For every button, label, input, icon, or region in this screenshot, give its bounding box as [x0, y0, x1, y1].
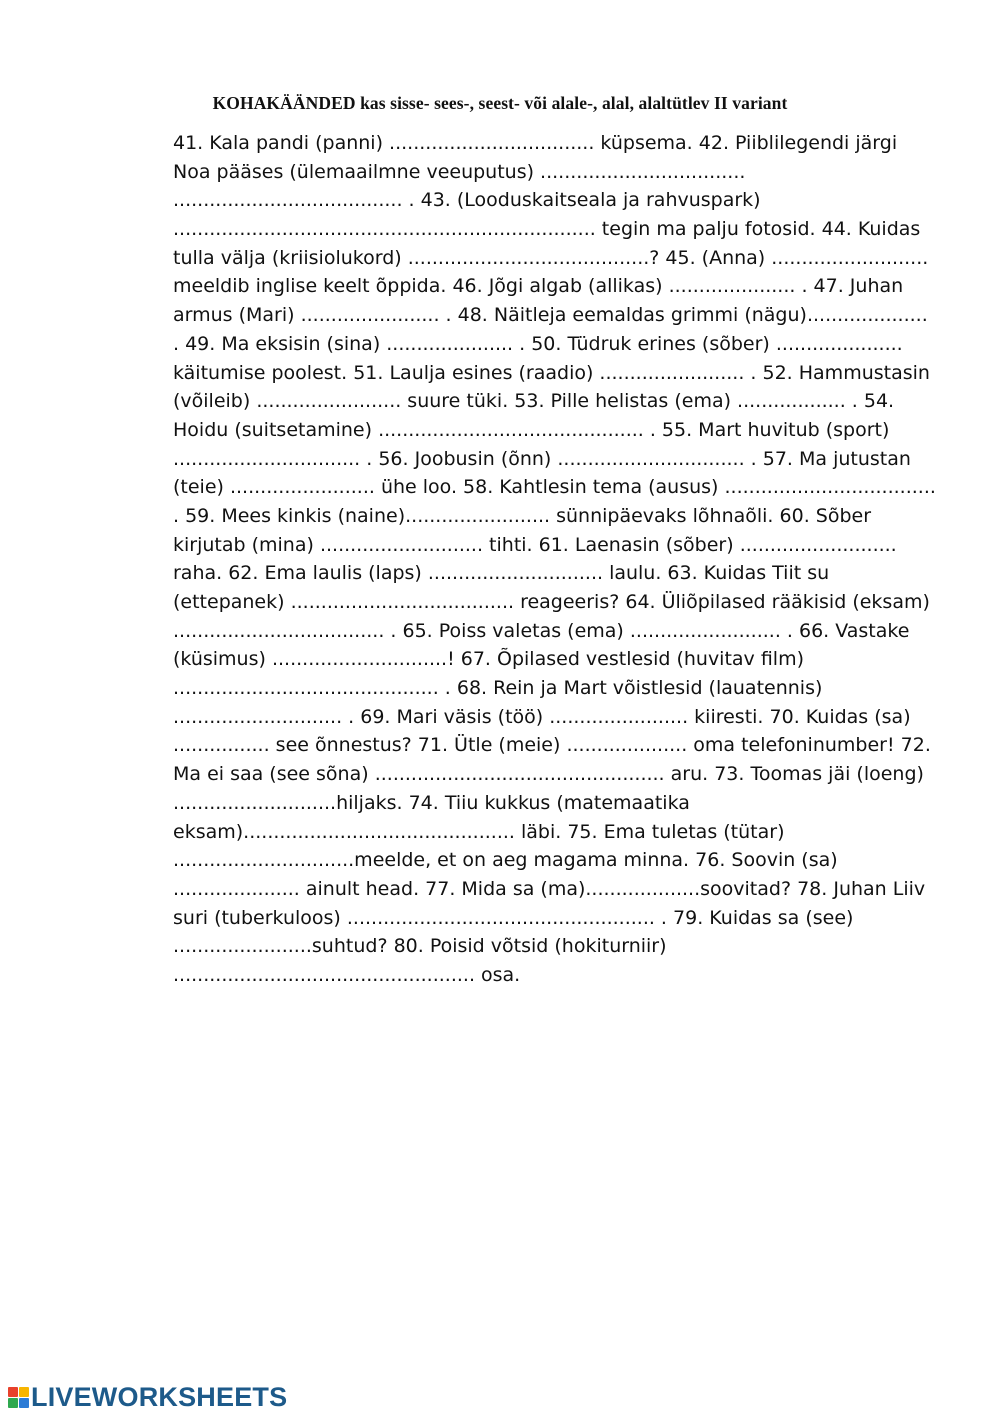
- brand-name: LIVEWORKSHEETS: [31, 1381, 288, 1412]
- logo-square: [8, 1398, 18, 1408]
- text-line: (ettepanek) ..................................... reageeris? 64. Üliõpilased rääkisid (eksam): [173, 591, 930, 613]
- text-line: ................................... . 65. Poiss valetas (ema) ......................... . 66. Vastake: [173, 619, 910, 642]
- text-line: ..................... ainult head. 77. Mida sa (ma)...................soovitad? 78. Juhan Liiv: [173, 877, 926, 900]
- text-line: Ma ei saa (see sõna) ................................................ aru. 73. Toomas jäi (loeng): [173, 763, 924, 786]
- text-line: (teie) ........................ ühe loo. 58. Kahtlesin tema (ausus) ...................................: [173, 476, 936, 499]
- text-line: suri (tuberkuloos) ................................................... . 79. Kuidas sa (see): [173, 906, 854, 929]
- logo-square: [19, 1387, 29, 1397]
- text-line: (küsimus) .............................! 67. Õpilased vestlesid (huvitav film): [173, 648, 805, 671]
- logo-square: [8, 1387, 18, 1397]
- text-line: raha. 62. Ema laulis (laps) ............................. laulu. 63. Kuidas Tiit su: [173, 562, 830, 585]
- text-line: tulla välja (kriisiolukord) ........................................? 45. (Anna) ..........................: [173, 246, 929, 269]
- text-line: 41. Kala pandi (panni) .................................. küpsema. 42. Piiblilegendi järgi: [173, 132, 898, 154]
- text-line: ..............................meelde, et on aeg magama minna. 76. Soovin (sa): [173, 849, 838, 872]
- text-line: kirjutab (mina) ........................... tihti. 61. Laenasin (sõber) ..........................: [173, 533, 897, 556]
- text-line: . 49. Ma eksisin (sina) ..................... . 50. Tüdruk erines (sõber) .....................: [173, 332, 903, 355]
- exercise-text: [173, 129, 963, 990]
- text-line: Hoidu (suitsetamine) ............................................ . 55. Mart huvitub (sport): [173, 418, 890, 441]
- text-line: ............................ . 69. Mari väsis (töö) ....................... kiiresti. 70. Kuidas (sa): [173, 705, 911, 728]
- text-line: käitumise poolest. 51. Laulja esines (raadio) ........................ . 52. Hammustasin: [173, 361, 930, 384]
- text-line: ...................................... . 43. (Looduskaitseala ja rahvuspark): [173, 189, 761, 212]
- text-line: . 59. Mees kinkis (naine)........................ sünnipäevaks lõhnaõli. 60. Sõber: [173, 504, 872, 527]
- text-line: .................................................. osa.: [173, 963, 521, 986]
- liveworksheets-brand: [8, 1380, 287, 1414]
- text-line: meeldib inglise keelt õppida. 46. Jõgi algab (allikas) ..................... . 47. Juhan: [173, 275, 904, 298]
- logo-square: [19, 1398, 29, 1408]
- text-line: armus (Mari) ....................... . 48. Näitleja eemaldas grimmi (nägu)....................: [173, 304, 928, 327]
- text-line: ...................................................................... tegin ma palju fotosid. 44. Kuidas: [173, 218, 921, 241]
- text-line: eksam)............................................. läbi. 75. Ema tuletas (tütar): [173, 820, 785, 843]
- text-line: ............................................ . 68. Rein ja Mart võistlesid (lauatennis): [173, 677, 823, 700]
- text-line: (võileib) ........................ suure tüki. 53. Pille helistas (ema) .................. . 54.: [173, 390, 895, 413]
- text-line: ................ see õnnestus? 71. Ütle (meie) .................... oma telefoninumber! 72.: [173, 734, 931, 757]
- text-line: ............................... . 56. Joobusin (õnn) ............................... . 57. Ma jutustan: [173, 447, 911, 470]
- text-line: ...........................hiljaks. 74. Tiiu kukkus (matemaatika: [173, 791, 690, 814]
- liveworksheets-logo-icon: [8, 1387, 29, 1408]
- text-line: Noa pääses (ülemaailmne veeuputus) ..................................: [173, 160, 746, 183]
- text-line: .......................suhtud? 80. Poisid võtsid (hokiturniir): [173, 935, 667, 958]
- worksheet-title: KOHAKÄÄNDED kas sisse- sees-, seest- või alale-, alal, alaltütlev II variant: [212, 93, 788, 113]
